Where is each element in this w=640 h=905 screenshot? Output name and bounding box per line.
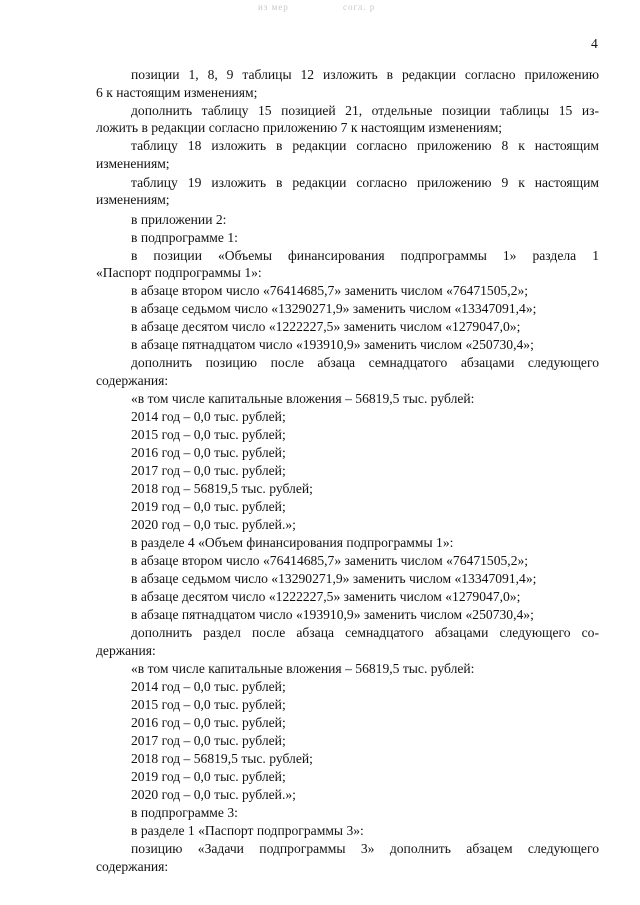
header-mark: из мер [258,2,289,12]
text-line: 2014 год – 0,0 тыс. рублей; [131,679,286,694]
text-line: в абзаце седьмом число «13290271,9» заменить числом «13347091,4»; [131,571,537,586]
text-line: позицию «Задачи подпрограммы 3» дополнить абзацем следующего [131,841,599,856]
text-line: в абзаце седьмом число «13290271,9» заменить числом «13347091,4»; [131,301,537,316]
text-line: 2015 год – 0,0 тыс. рублей; [131,697,286,712]
text-line: ложить в редакции согласно приложению 7 к настоящим изменениям; [96,120,503,135]
text-line: «Паспорт подпрограммы 1»: [96,265,262,280]
text-line: содержания: [96,859,169,874]
text-line: 2014 год – 0,0 тыс. рублей; [131,409,286,424]
text-line: в абзаце пятнадцатом число «193910,9» заменить числом «250730,4»; [131,607,534,622]
text-line: 2017 год – 0,0 тыс. рублей; [131,463,286,478]
text-line: 2016 год – 0,0 тыс. рублей; [131,715,286,730]
text-line: содержания: [96,373,169,388]
text-line: в позиции «Объемы финансирования подпрограммы 1» раздела 1 [131,248,599,263]
text-line: в приложении 2: [131,212,227,227]
text-line: в абзаце пятнадцатом число «193910,9» заменить числом «250730,4»; [131,337,534,352]
text-line: в разделе 4 «Объем финансирования подпрограммы 1»: [131,535,454,550]
text-line: 2018 год – 56819,5 тыс. рублей; [131,481,313,496]
text-line: дополнить позицию после абзаца семнадцатого абзацами следующего [131,355,599,370]
header-mark: согл. р [343,2,376,12]
text-line: 2020 год – 0,0 тыс. рублей.»; [131,787,296,802]
text-line: в абзаце втором число «76414685,7» заменить числом «76471505,2»; [131,553,529,568]
text-line: в абзаце втором число «76414685,7» заменить числом «76471505,2»; [131,283,529,298]
text-line: 2015 год – 0,0 тыс. рублей; [131,427,286,442]
text-line: 2020 год – 0,0 тыс. рублей.»; [131,517,296,532]
text-line: 6 к настоящим изменениям; [96,85,258,100]
text-line: 2016 год – 0,0 тыс. рублей; [131,445,286,460]
text-line: в абзаце десятом число «1222227,5» заменить числом «1279047,0»; [131,319,521,334]
text-line: в подпрограмме 3: [131,805,238,820]
text-line: позиции 1, 8, 9 таблицы 12 изложить в редакции согласно приложению [131,67,599,82]
text-line: таблицу 19 изложить в редакции согласно приложению 9 к настоящим [131,175,599,190]
text-line: в подпрограмме 1: [131,230,238,245]
text-line: таблицу 18 изложить в редакции согласно приложению 8 к настоящим [131,138,599,153]
text-line: держания: [96,643,156,658]
text-line: в разделе 1 «Паспорт подпрограммы 3»: [131,823,364,838]
text-line: в абзаце десятом число «1222227,5» заменить числом «1279047,0»; [131,589,521,604]
text-line: 2017 год – 0,0 тыс. рублей; [131,733,286,748]
text-line: изменениям; [96,192,170,207]
text-line: дополнить таблицу 15 позицией 21, отдельные позиции таблицы 15 из- [131,103,599,118]
text-line: «в том числе капитальные вложения – 56819,5 тыс. рублей: [131,661,475,676]
text-line: 2019 год – 0,0 тыс. рублей; [131,499,286,514]
text-line: 2018 год – 56819,5 тыс. рублей; [131,751,313,766]
text-line: «в том числе капитальные вложения – 56819,5 тыс. рублей: [131,391,475,406]
page-number: 4 [591,36,598,51]
text-line: 2019 год – 0,0 тыс. рублей; [131,769,286,784]
text-line: дополнить раздел после абзаца семнадцатого абзацами следующего со- [131,625,599,640]
text-line: изменениям; [96,156,170,171]
